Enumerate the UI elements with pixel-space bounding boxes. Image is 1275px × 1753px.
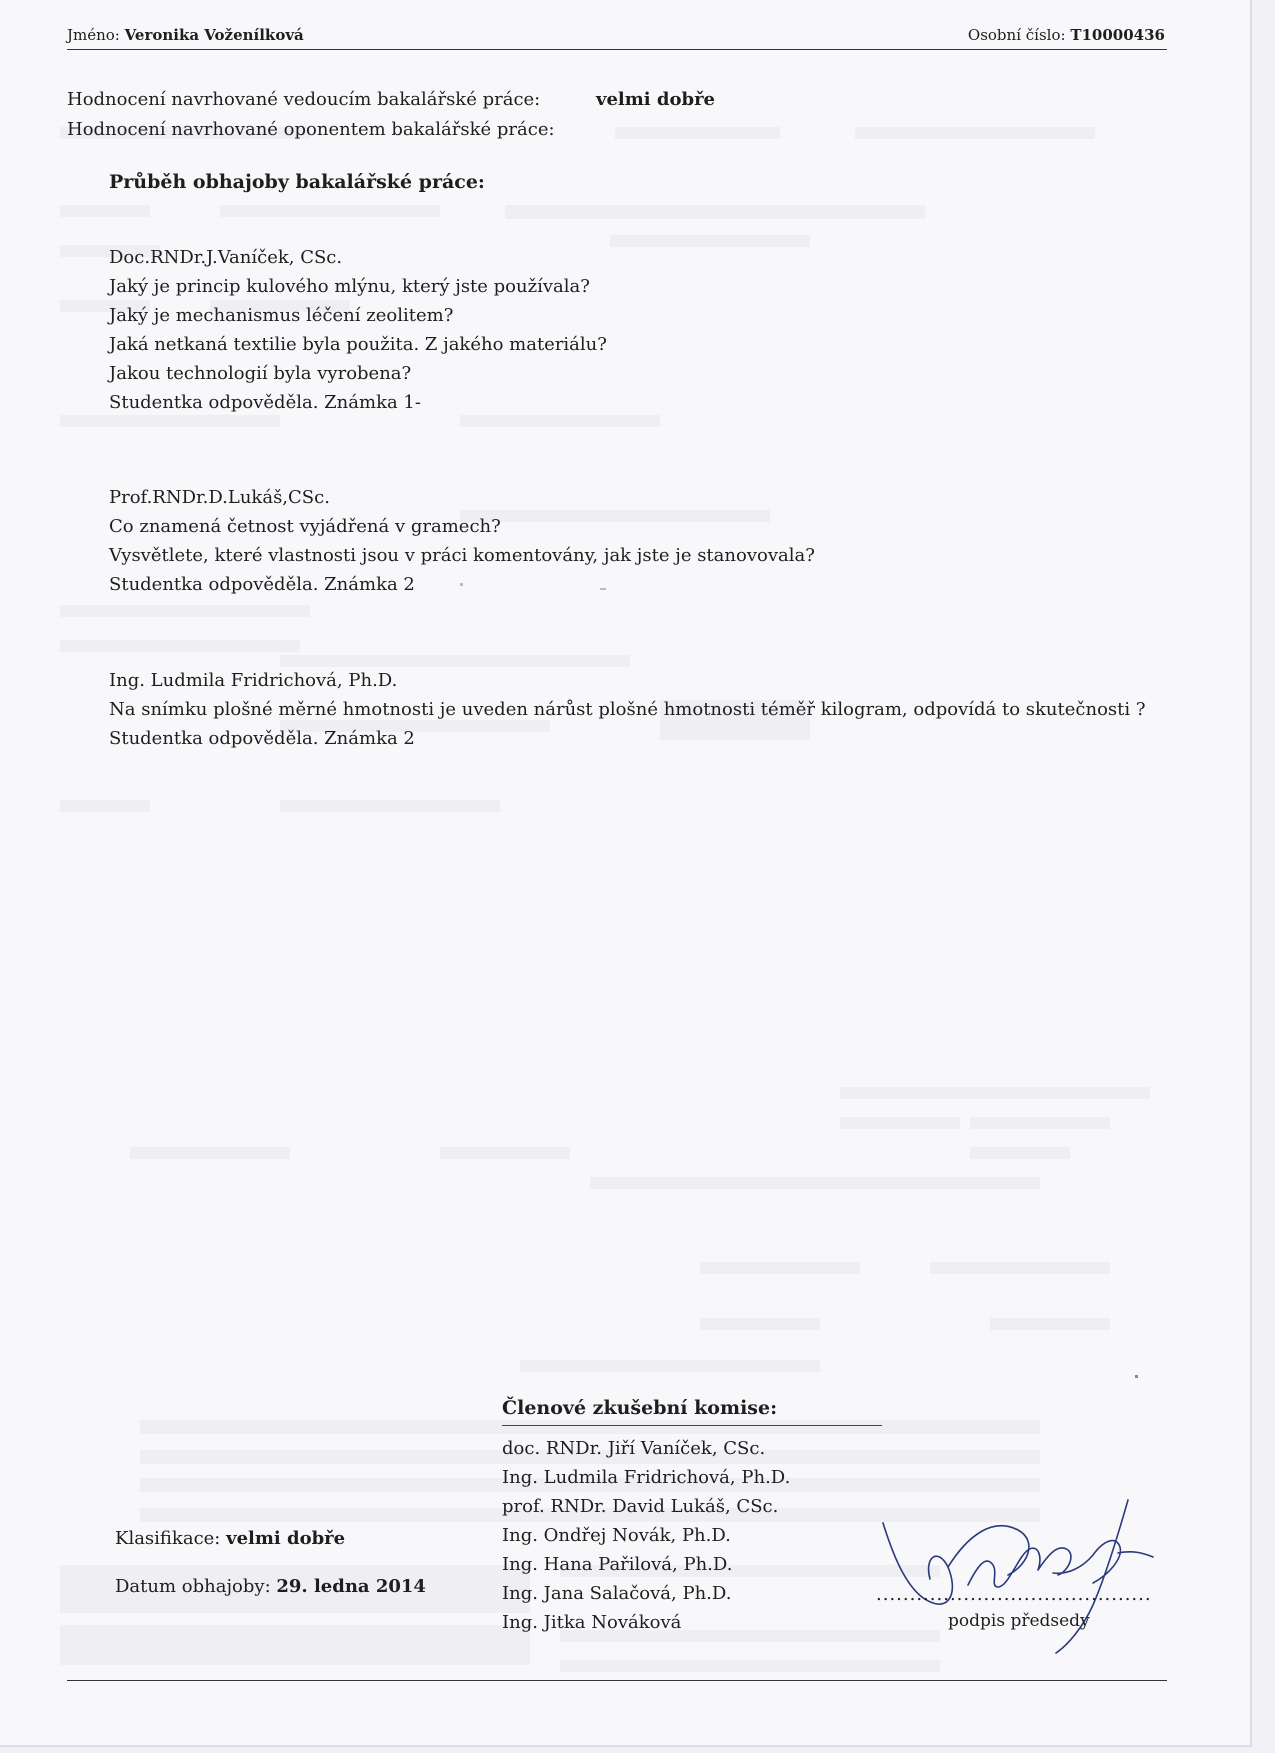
commission-member: Ing. Ondřej Novák, Ph.D.	[502, 1525, 731, 1546]
examiner-1-name: Doc.RNDr.J.Vaníček, CSc.	[109, 247, 343, 268]
defense-date-value: 29. ledna 2014	[276, 1576, 426, 1597]
question-line: Jaký je mechanismus léčení zeolitem?	[109, 305, 454, 326]
commission-rule	[502, 1425, 882, 1426]
question-line: Jaká netkaná textilie byla použita. Z jakého materiálu?	[109, 334, 607, 355]
supervisor-evaluation-value: velmi dobře	[596, 89, 716, 110]
examiner-3-name: Ing. Ludmila Fridrichová, Ph.D.	[109, 670, 398, 691]
name-label: Jméno:	[67, 26, 120, 44]
grade-line: Studentka odpověděla. Známka 1-	[109, 392, 421, 413]
grade-line: Studentka odpověděla. Známka 2	[109, 728, 415, 749]
classification-label: Klasifikace:	[115, 1528, 221, 1549]
question-line: Co znamená četnost vyjádřená v gramech?	[109, 516, 501, 537]
question-line: Na snímku plošné měrné hmotnosti je uveden nárůst plošné hmotnosti téměř kilogram, odpovídá to skutečnosti ?	[109, 699, 1146, 720]
commission-title: Členové zkušební komise:	[502, 1397, 778, 1419]
grade-line: Studentka odpověděla. Známka 2	[109, 574, 415, 595]
commission-member: Ing. Jitka Nováková	[502, 1612, 682, 1633]
scuff-mark	[1135, 1375, 1138, 1378]
defense-heading: Průběh obhajoby bakalářské práce:	[109, 171, 485, 193]
commission-member: Ing. Ludmila Fridrichová, Ph.D.	[502, 1467, 791, 1488]
signature-line: .........................................	[876, 1584, 1152, 1605]
question-line: Vysvětlete, které vlastnosti jsou v práci komentovány, jak jste je stanovovala?	[109, 545, 815, 566]
commission-member: prof. RNDr. David Lukáš, CSc.	[502, 1496, 779, 1517]
personal-number-line	[968, 26, 1165, 44]
signature-caption: podpis předsedy	[948, 1611, 1090, 1631]
opponent-evaluation-label: Hodnocení navrhované oponentem bakalářské práce:	[67, 119, 555, 140]
personal-number-label: Osobní číslo:	[967, 26, 1066, 44]
student-name-line	[67, 26, 304, 44]
examiner-2-name: Prof.RNDr.D.Lukáš,CSc.	[109, 487, 330, 508]
question-line: Jakou technologií byla vyrobena?	[109, 363, 412, 384]
commission-member: Ing. Hana Pařilová, Ph.D.	[502, 1554, 733, 1575]
supervisor-evaluation-label: Hodnocení navrhované vedoucím bakalářské práce:	[67, 89, 541, 110]
classification-value: velmi dobře	[226, 1528, 346, 1549]
personal-number: T10000436	[1070, 26, 1165, 44]
scuff-mark	[460, 583, 463, 586]
header-rule	[67, 49, 1167, 50]
commission-member: doc. RNDr. Jiří Vaníček, CSc.	[502, 1438, 766, 1459]
defense-date-line	[115, 1576, 426, 1597]
student-name: Veronika Voženílková	[124, 26, 304, 44]
footer-rule	[67, 1680, 1167, 1681]
classification-line	[115, 1528, 345, 1549]
scuff-mark	[600, 588, 606, 590]
question-line: Jaký je princip kulového mlýnu, který jste používala?	[109, 276, 590, 297]
commission-member: Ing. Jana Salačová, Ph.D.	[502, 1583, 732, 1604]
defense-date-label: Datum obhajoby:	[115, 1576, 271, 1597]
